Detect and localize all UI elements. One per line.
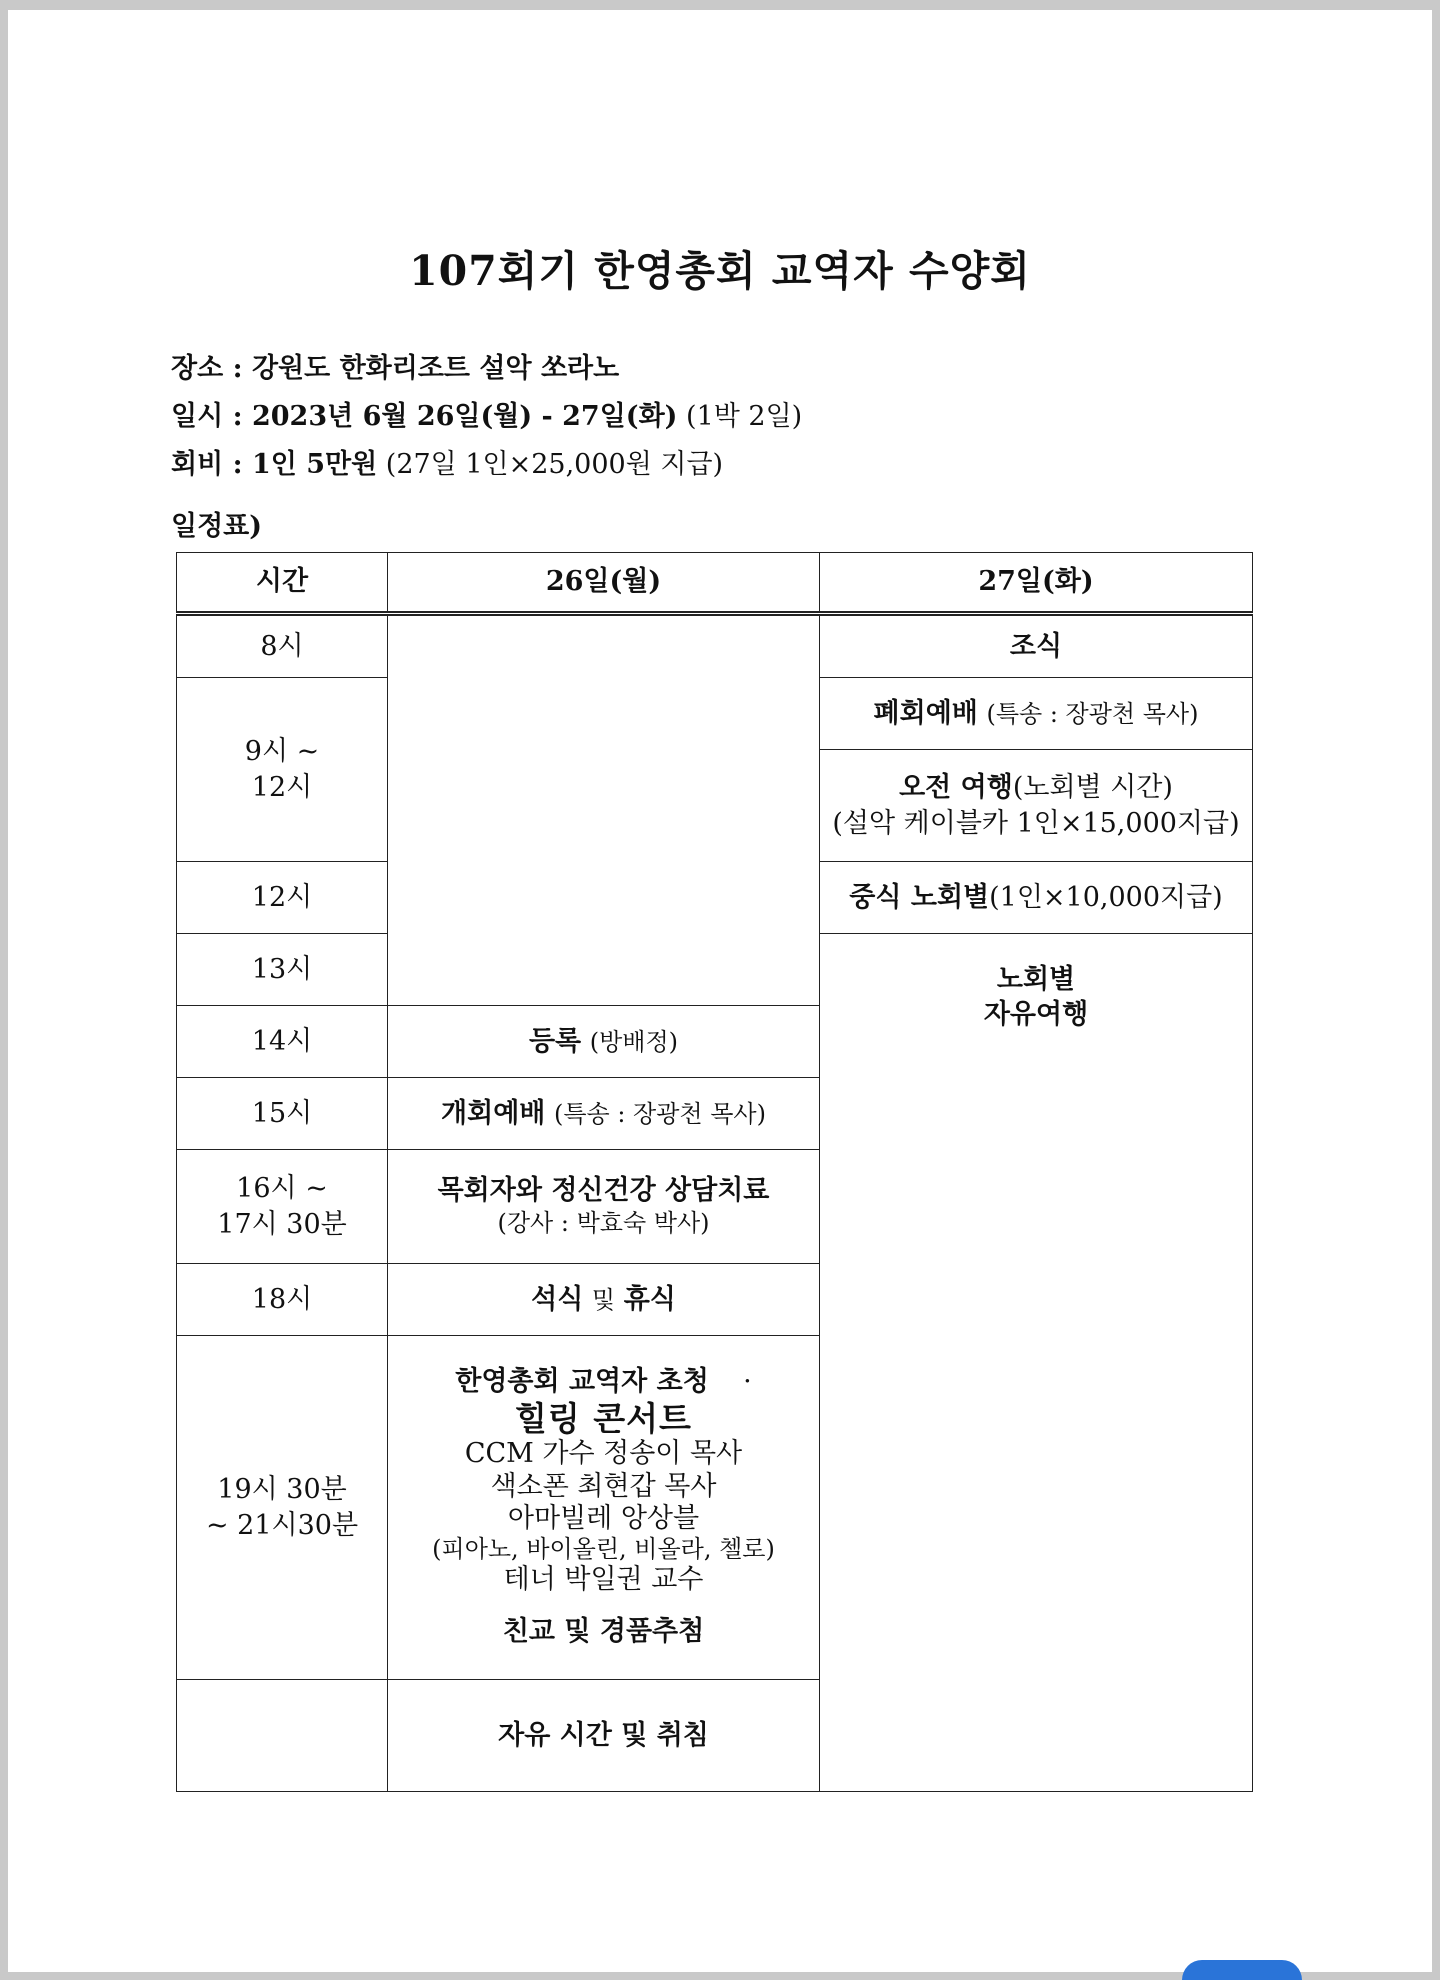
counsel-note: (강사 : 박효숙 박사)	[497, 1209, 710, 1238]
time-15: 15시	[251, 1097, 313, 1129]
day1-counsel	[388, 1150, 820, 1264]
time-cell	[177, 862, 388, 934]
fee-extra: (27일 1인×25,000원 지급)	[385, 449, 724, 480]
time-cell	[177, 1680, 388, 1792]
time-19-end: ~ 21시30분	[205, 1509, 359, 1541]
concert-performer-3-detail: (피아노, 바이올린, 비올라, 첼로)	[432, 1535, 775, 1564]
registration-note: (방배정)	[589, 1027, 679, 1056]
place-label: 장소	[171, 353, 224, 384]
day1-registration	[388, 1006, 820, 1078]
time-cell	[177, 678, 388, 862]
concert-invite: 한영총회 교역자 초청	[455, 1366, 709, 1398]
document-title: 107회기 한영총회 교역자 수양회	[409, 247, 1031, 295]
free-travel-line1: 노회별	[996, 964, 1076, 995]
concert-invite-line	[388, 1366, 819, 1398]
info-fee: 회비 : 1인 5만원 (27일 1인×25,000원 지급)	[171, 449, 724, 480]
time-cell	[177, 1006, 388, 1078]
time-12: 12시	[251, 881, 313, 913]
place-value: 강원도 한화리조트 설악 쏘라노	[251, 353, 620, 384]
table-row	[177, 614, 1253, 678]
time-cell	[177, 614, 388, 678]
day1-empty-cell	[388, 614, 820, 1006]
document-page	[8, 10, 1432, 1972]
time-9-end: 12시	[251, 771, 313, 803]
info-place: 장소 : 강원도 한화리조트 설악 쏘라노	[171, 353, 620, 384]
day2-morning-trip	[820, 750, 1253, 862]
day1-opening-worship	[388, 1078, 820, 1150]
free-travel-line2: 자유여행	[983, 999, 1089, 1031]
schedule-label: 일정표)	[171, 511, 263, 542]
concert-dot: ·	[743, 1366, 752, 1398]
date-label: 일시	[171, 401, 224, 432]
page-corner-decoration	[1182, 1960, 1302, 1980]
schedule-table	[176, 552, 1253, 1792]
time-cell	[177, 1078, 388, 1150]
day2-lunch	[820, 862, 1253, 934]
opening-note: (특송 : 장광천 목사)	[553, 1099, 766, 1128]
concert-spacer	[388, 1596, 819, 1616]
time-cell	[177, 1336, 388, 1680]
day2-breakfast	[820, 614, 1253, 678]
day1-free-time	[388, 1680, 820, 1792]
registration-label: 등록	[528, 1025, 582, 1057]
time-cell	[177, 934, 388, 1006]
concert-performer-2: 색소폰 최현갑 목사	[490, 1470, 717, 1502]
concert-performer-1: CCM 가수 정송이 목사	[464, 1438, 743, 1470]
trip-label: 오전 여행	[899, 772, 1013, 804]
header-time: 시간	[177, 553, 388, 614]
opening-label: 개회예배	[441, 1097, 546, 1129]
header-day2: 27일(화)	[820, 553, 1253, 614]
day2-free-travel	[820, 934, 1253, 1792]
closing-note: (특송 : 장광천 목사)	[986, 699, 1199, 728]
time-8: 8시	[260, 630, 304, 662]
concert-performer-3: 아마빌레 앙상블	[507, 1502, 700, 1534]
header-day1: 26일(월)	[388, 553, 820, 614]
closing-label: 폐회예배	[873, 697, 978, 729]
counsel-label: 목회자와 정신건강 상담치료	[437, 1175, 770, 1207]
table-header-row	[177, 553, 1253, 614]
dinner-label: 석식	[531, 1283, 584, 1315]
day1-dinner	[388, 1264, 820, 1336]
time-cell	[177, 1264, 388, 1336]
concert-performer-4: 테너 박일권 교수	[503, 1564, 704, 1596]
lunch-note: (1인×10,000지급)	[989, 881, 1223, 913]
info-date: 일시 : 2023년 6월 26일(월) - 27일(화) (1박 2일)	[171, 401, 803, 432]
trip-note: (노회별 시간)	[1012, 772, 1173, 804]
day1-concert	[388, 1336, 820, 1680]
date-extra: (1박 2일)	[686, 401, 803, 432]
trip-line1	[820, 770, 1252, 805]
concert-title: 힐링 콘서트	[515, 1398, 692, 1438]
time-16-end: 17시 30분	[217, 1208, 347, 1240]
time-18: 18시	[251, 1283, 313, 1315]
time-cell	[177, 1150, 388, 1264]
concert-fellowship: 친교 및 경품추첨	[502, 1616, 705, 1648]
date-value: 2023년 6월 26일(월) - 27일(화)	[251, 401, 678, 432]
fee-label: 회비	[171, 449, 224, 480]
breakfast-label: 조식	[1009, 630, 1063, 662]
time-19-start: 19시 30분	[217, 1474, 347, 1506]
rest-label: 휴식	[623, 1283, 676, 1315]
fee-value: 1인 5만원	[251, 449, 378, 480]
trip-sub: (설악 케이블카 1인×15,000지급)	[832, 807, 1240, 839]
time-14: 14시	[251, 1025, 313, 1057]
day2-closing-worship	[820, 678, 1253, 750]
time-9-start: 9시 ~	[244, 736, 320, 768]
lunch-label: 중식 노회별	[849, 881, 990, 913]
free-time-label: 자유 시간 및 취침	[498, 1719, 709, 1751]
time-16-start: 16시 ~	[236, 1173, 328, 1205]
time-13: 13시	[251, 953, 313, 985]
dinner-and: 및	[591, 1285, 616, 1314]
